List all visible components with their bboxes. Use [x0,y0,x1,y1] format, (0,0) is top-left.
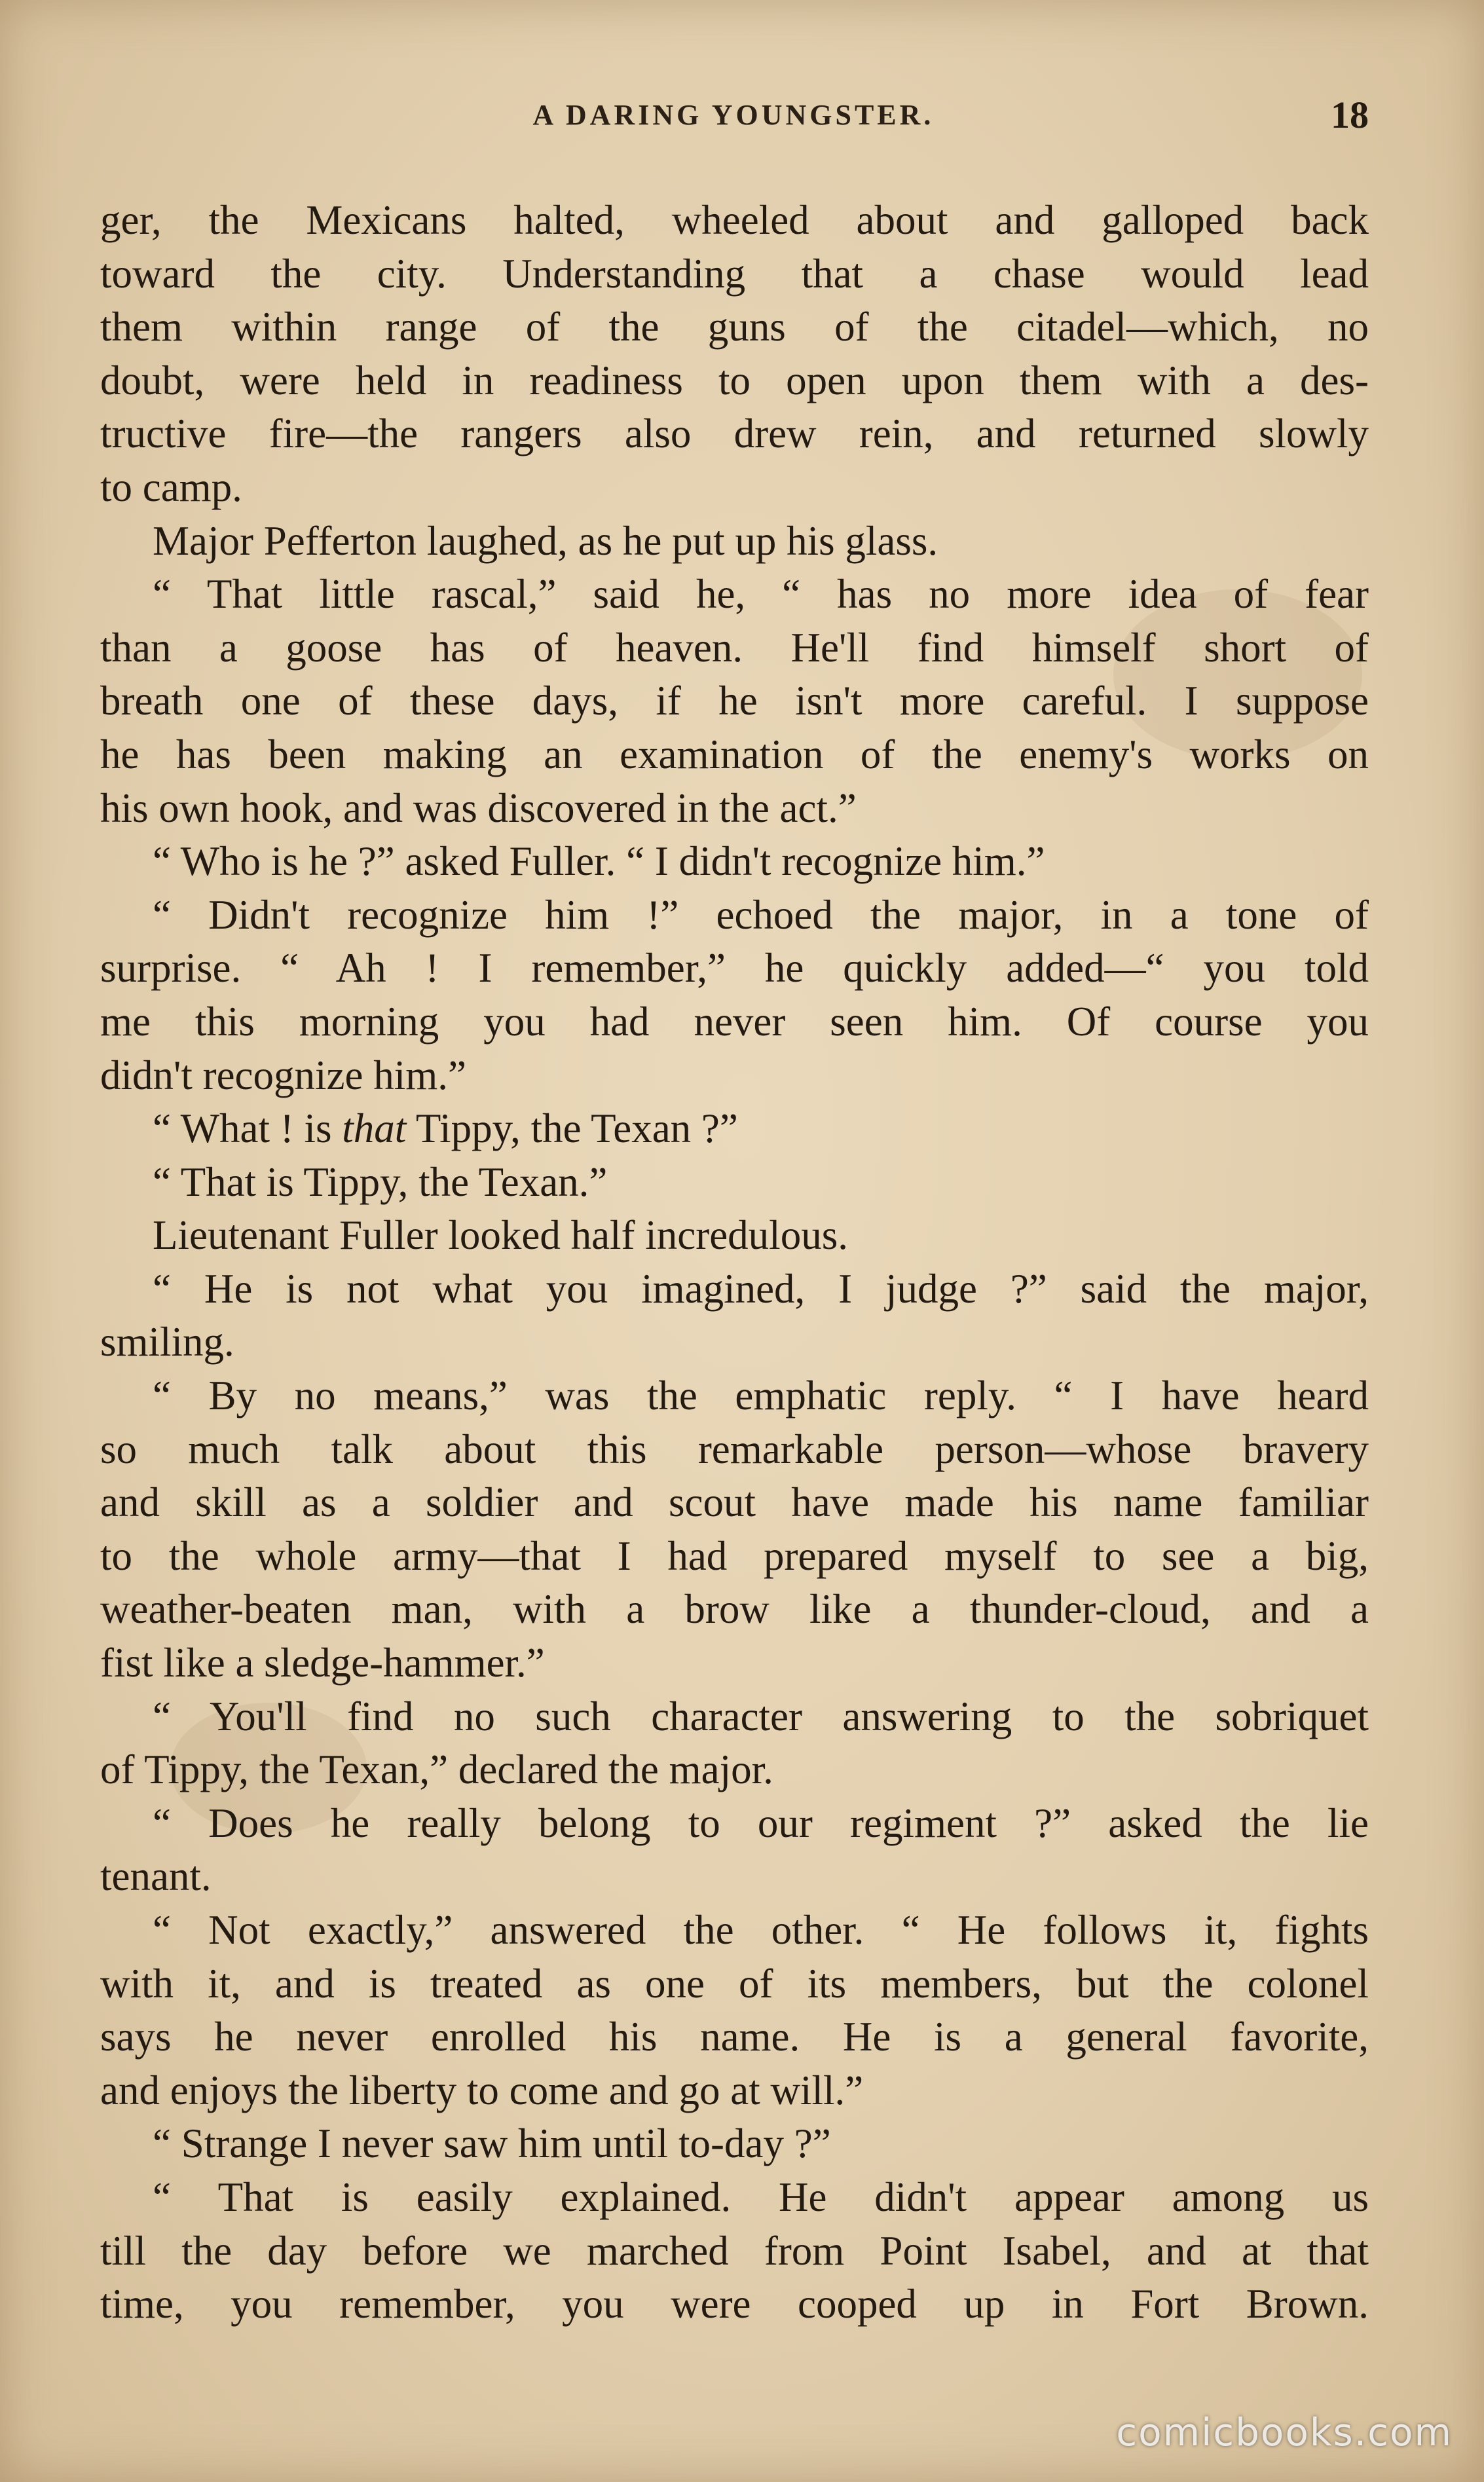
text-line: tructive fire—the rangers also drew rein, and returned slowly [100,411,1369,457]
text-line: than a goose has of heaven. He'll find himself short of [100,624,1369,671]
text-line: “ By no means,” was the emphatic reply. “ I have heard [153,1373,1369,1419]
text-line: “ That is Tippy, the Texan.” [153,1158,608,1205]
text-line: of Tippy, the Texan,” declared the major. [100,1747,773,1793]
text-line: didn't recognize him.” [100,1052,466,1098]
body-text [100,194,1369,2329]
text-line: smiling. [100,1319,234,1365]
text-line: tenant. [100,1853,212,1900]
text-line: “ Who is he ?” asked Fuller. “ I didn't recognize him.” [153,838,1045,885]
text-line: “ You'll find no such character answering to the sobriquet [153,1693,1369,1739]
text-line: me this morning you had never seen him. Of course you [100,998,1369,1045]
text-line: till the day before we marched from Point Isabel, and at that [100,2227,1369,2274]
page-number: 18 [1331,94,1369,136]
watermark: comicbooks.com [1116,2410,1453,2454]
page-header [98,93,1369,139]
text-line: time, you remember, you were cooped up in Fort Brown. [100,2281,1369,2327]
text-line: “ Does he really belong to our regiment ?” asked the lie [153,1800,1369,1846]
text-line: he has been making an examination of the enemy's works on [100,731,1369,777]
text-line: with it, and is treated as one of its members, but the colonel [100,1960,1369,2007]
text-line: ger, the Mexicans halted, wheeled about and galloped back [100,197,1369,243]
text-line: fist like a sledge-hammer.” [100,1640,545,1686]
text-line: to camp. [100,464,242,510]
text-line: surprise. “ Ah ! I remember,” he quickly added—“ you told [100,945,1369,991]
text-line: “ Strange I never saw him until to-day ?” [153,2121,831,2167]
text-line: his own hook, and was discovered in the act.” [100,785,857,831]
text-line: “ Didn't recognize him !” echoed the major, in a tone of [153,891,1369,938]
text-line: toward the city. Understanding that a chase would lead [100,250,1369,297]
text-line: to the whole army—that I had prepared myself to see a big, [100,1532,1369,1579]
text-line: so much talk about this remarkable person—whose bravery [100,1426,1369,1472]
running-head: A DARING YOUNGSTER. [532,99,935,131]
text-line: them within range of the guns of the citadel—which, no [100,304,1369,350]
text-line: and skill as a soldier and scout have made his name familiar [100,1479,1369,1526]
text-line: “ Not exactly,” answered the other. “ He follows it, fights [153,1907,1369,1953]
text-line: breath one of these days, if he isn't more careful. I suppose [100,678,1369,724]
text-line: Lieutenant Fuller looked half incredulous. [153,1212,848,1259]
text-line: and enjoys the liberty to come and go at will.” [100,2067,864,2113]
text-line: Major Pefferton laughed, as he put up his glass. [153,517,938,564]
text-line: “ That is easily explained. He didn't appear among us [153,2174,1369,2220]
text-line: doubt, were held in readiness to open upon them with a des- [100,357,1369,403]
text-line: weather-beaten man, with a brow like a thunder-cloud, and a [100,1586,1369,1633]
text-line: “ What ! is that Tippy, the Texan ?” [153,1105,738,1152]
text-line: “ That little rascal,” said he, “ has no more idea of fear [153,571,1369,618]
italic-word: that [342,1105,407,1152]
text-line: “ He is not what you imagined, I judge ?” said the major, [153,1265,1369,1312]
text-line: says he never enrolled his name. He is a general favorite, [100,2014,1369,2060]
